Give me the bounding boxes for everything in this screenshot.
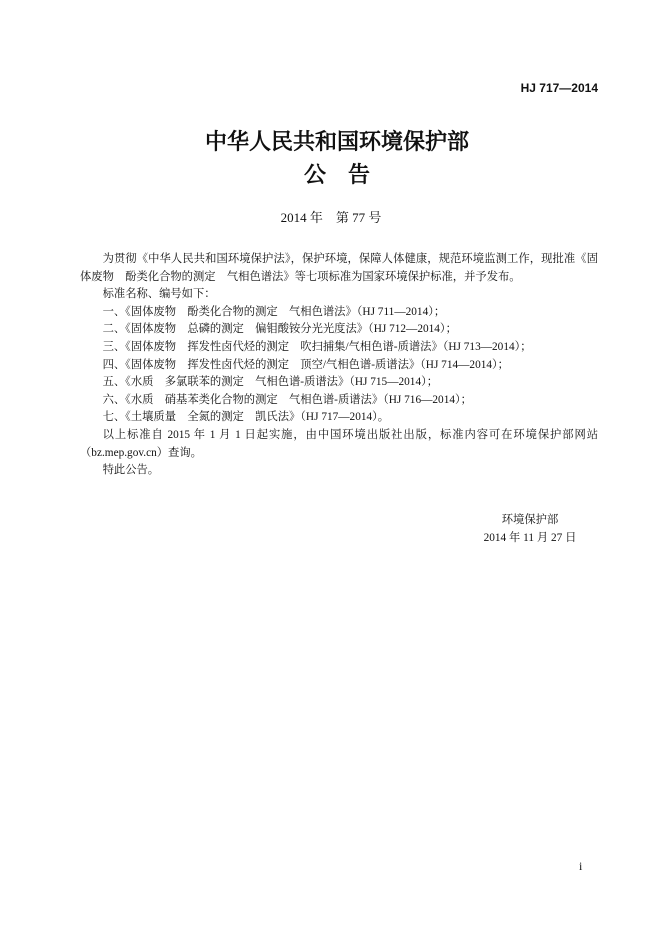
- signature-block: [470, 512, 590, 547]
- issuer-name: 环境保护部: [501, 514, 559, 526]
- standard-item: 一、《固体废物 酚类化合物的测定 气相色谱法》（HJ 711—2014）；: [102, 305, 446, 318]
- standard-item: 七、《土壤质量 全氮的测定 凯氏法》（HJ 717—2014）。: [102, 411, 390, 424]
- intro-line: 为贯彻《中华人民共和国环境保护法》，保护环境，保障人体健康，规范环境监测工作，现批准《固: [102, 253, 598, 265]
- standard-item: 四、《固体废物 挥发性卤代烃的测定 顶空/气相色谱-质谱法》（HJ 714—2014）；: [102, 358, 509, 371]
- standard-code: HJ 717—2014: [520, 81, 598, 95]
- standard-item: 六、《水质 硝基苯类化合物的测定 气相色谱-质谱法》（HJ 716—2014）；: [102, 393, 472, 406]
- issue-date: 2014 年 11 月 27 日: [483, 531, 577, 544]
- notice-number: 2014 年 第 77 号: [280, 210, 382, 225]
- notice-type-title: 公 告: [303, 162, 370, 187]
- ministry-title: 中华人民共和国环境保护部: [204, 129, 469, 154]
- page-number: i: [579, 859, 583, 873]
- effective-line: 以上标准自 2015 年 1 月 1 日起实施，由中国环境出版社出版，标准内容可在环境保护部网站: [102, 428, 598, 441]
- notice-body: [80, 251, 598, 480]
- closing-text: 特此公告。: [102, 464, 160, 477]
- list-heading: 标准名称、编号如下：: [102, 288, 216, 301]
- standard-item: 五、《水质 多氯联苯的测定 气相色谱-质谱法》（HJ 715—2014）；: [102, 376, 439, 389]
- standard-item: 三、《固体废物 挥发性卤代烃的测定 吹扫捕集/气相色谱-质谱法》（HJ 713—2014）；: [102, 340, 532, 353]
- intro-line: 体废物 酚类化合物的测定 气相色谱法》等七项标准为国家环境保护标准，并予发布。: [80, 270, 521, 283]
- standard-item: 二、《固体废物 总磷的测定 偏钼酸铵分光光度法》（HJ 712—2014）；: [102, 323, 457, 336]
- title-block: [0, 130, 662, 187]
- effective-line: （bz.mep.gov.cn）查询。: [80, 446, 202, 459]
